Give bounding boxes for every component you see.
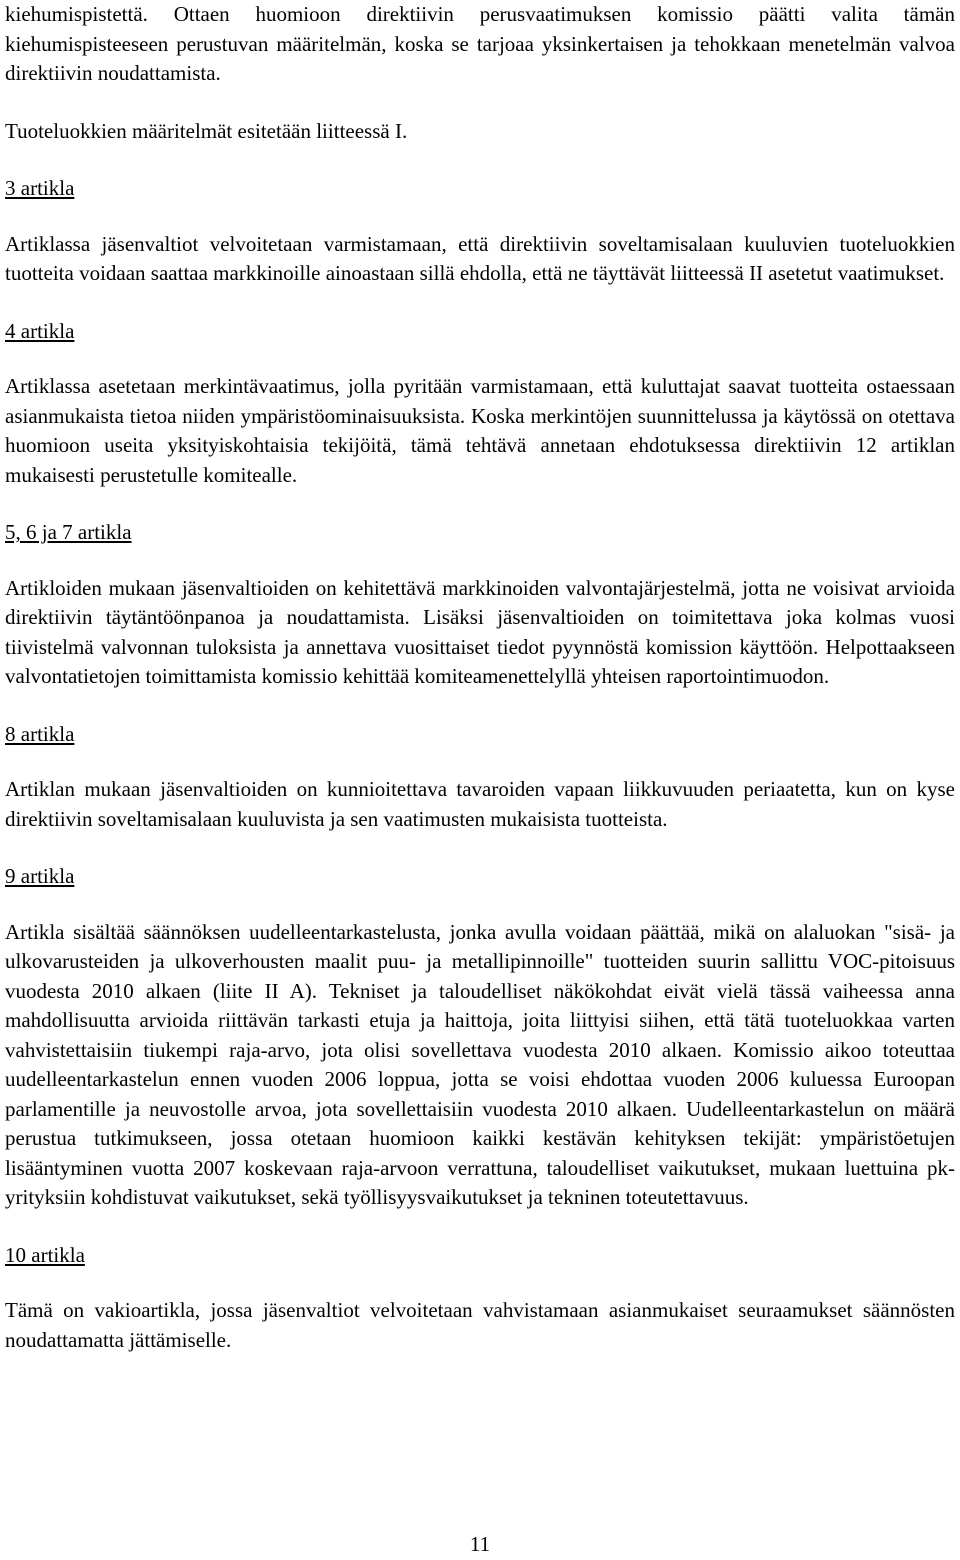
section-text: Artiklassa jäsenvaltiot velvoitetaan varmistamaan, että direktiivin soveltamisalaan kuuluvien tuoteluokkien tuotteita voidaan saattaa markkinoille ainoastaan sillä ehdolla, että ne täyttävät liitteessä II asetetut vaatimukset. <box>5 231 955 285</box>
section-text: Artikla sisältää säännöksen uudelleentarkastelusta, jonka avulla voidaan päättää, mikä on alaluokan "sisä- ja ulkovarusteiden ja ulkoverhousten maalit puu- ja metallipinnoille" tuotteiden suurin sallittu VOC-pitoisuus vuodesta 2010 alkaen (liite II A). Tekniset ja taloudelliset näkökohdat eivät vielä tässä vaiheessa anna mahdollisuutta arvioida riittävän tarkasti etuja ja haittoja, joita liittyisi siihen, että tätä tuoteluokkaa varten vahvistettaisiin tiukempi raja-arvo, jota olisi sovellettava vuodesta 2010 alkaen. Komissio aikoo toteuttaa uudelleentarkastelun ennen vuoden 2006 loppua, jotta se voisi ehdottaa vuoden 2006 kuluessa Euroopan parlamentille ja neuvostolle arvoa, jota sovellettaisiin vuodesta 2010 alkaen. Uudelleentarkastelun on määrä perustua tutkimukseen, jossa otetaan huomioon kaikki kestävän kehityksen tekijät: ympäristöetujen lisääntyminen vuotta 2007 koskevaan raja-arvoon verrattuna, taloudelliset vaikutukset, mukaan luettuina pk-yrityksiin kohdistuvat vaikutukset, sekä työllisyysvaikutukset ja tekninen toteutettavuus. <box>5 919 955 1209</box>
section-heading: 10 artikla <box>5 1242 85 1267</box>
section-text: Artiklassa asetetaan merkintävaatimus, jolla pyritään varmistamaan, että kuluttajat saavat tuotteita ostaessaan asianmukaista tietoa niiden ympäristöominaisuuksista. Koska merkintöjen suunnittelussa ja käytössä on otettava huomioon useita yksityiskohtaisia tekijöitä, tämä tehtävä annetaan ehdotuksessa direktiivin 12 artiklan mukaisesti perustetulle komitealle. <box>5 374 955 487</box>
section-heading: 8 artikla <box>5 721 75 746</box>
section-heading: 5, 6 ja 7 artikla <box>5 520 132 544</box>
page-number: 11 <box>469 1532 491 1556</box>
section-heading: 9 artikla <box>5 864 75 888</box>
section-text: Artikloiden mukaan jäsenvaltioiden on kehitettävä markkinoiden valvontajärjestelmä, jotta ne voisivat arvioida direktiivin täytäntöönpanoa ja noudattamista. Lisäksi jäsenvaltioiden on toimitettava joka kolmas vuosi tiivistelmä valvonnan tuloksista ja annettava vuosittaiset tiedot pyynnöstä komission käyttöön. Helpottaakseen valvontatietojen toimittamista komissio kehittää komiteamenettelyllä yhteisen raportointimuodon. <box>5 575 955 688</box>
section-text: Artiklan mukaan jäsenvaltioiden on kunnioitettava tavaroiden vapaan liikkuvuuden periaatetta, kun on kyse direktiivin soveltamisalaan kuuluvista ja sen vaatimusten mukaisista tuotteista. <box>5 777 955 831</box>
section-heading: 4 artikla <box>5 318 75 343</box>
annex-note: Tuoteluokkien määritelmät esitetään liitteessä I. <box>5 118 408 143</box>
document-body <box>5 0 955 1383</box>
intro-paragraph: kiehumispistettä. Ottaen huomioon direktiivin perusvaatimuksen komissio päätti valita tämän kiehumispisteeseen perustuvan määritelmän, koska se tarjoaa yksinkertaisen ja tehokkaan menetelmän valvoa direktiivin noudattamista. <box>5 2 955 85</box>
section-text: Tämä on vakioartikla, jossa jäsenvaltiot velvoitetaan vahvistamaan asianmukaiset seuraamukset säännösten noudattamatta jättämiselle. <box>5 1298 955 1352</box>
section-heading: 3 artikla <box>5 176 75 200</box>
